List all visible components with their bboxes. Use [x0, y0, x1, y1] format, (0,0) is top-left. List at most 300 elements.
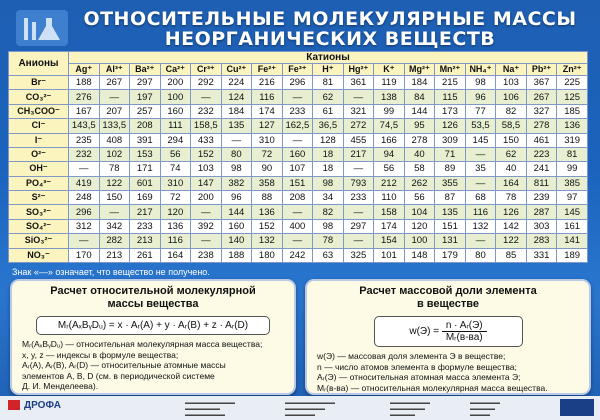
mass-value-cell: 461 [526, 133, 557, 147]
mass-value-cell: 309 [435, 133, 466, 147]
anion-cell: S²⁻ [9, 191, 69, 205]
mass-value-cell: 261 [130, 248, 161, 263]
mass-value-cell: 98 [313, 176, 344, 190]
publisher-brand [8, 400, 61, 411]
mass-value-cell: 361 [343, 76, 374, 90]
mass-value-cell: 99 [374, 104, 405, 118]
anion-cell: SiO₃²⁻ [9, 234, 69, 248]
mass-value-cell: 213 [130, 234, 161, 248]
table-row [9, 76, 588, 90]
mass-value-cell: 287 [526, 205, 557, 219]
mass-value-cell: 132 [252, 234, 283, 248]
mass-value-cell: — [99, 205, 130, 219]
mass-value-cell: 82 [496, 104, 527, 118]
anion-cell: CH₃COO⁻ [9, 104, 69, 118]
cation-header-cell: Fe²⁺ [252, 64, 283, 76]
formula-numerator: n · Aᵣ(Э) [442, 320, 487, 332]
mass-value-cell: 601 [130, 176, 161, 190]
mass-value-cell: 151 [282, 176, 313, 190]
mass-value-cell: 169 [130, 191, 161, 205]
table-row [9, 205, 588, 219]
mass-fraction-description [307, 347, 589, 393]
mass-value-cell: 200 [191, 191, 222, 205]
mass-value-cell: 188 [69, 76, 100, 90]
mass-value-cell: 145 [557, 205, 588, 219]
mass-value-cell: 217 [130, 205, 161, 219]
footer [0, 396, 600, 420]
mass-value-cell: 103 [191, 162, 222, 176]
mass-value-cell: — [465, 176, 496, 190]
mass-value-cell: 310 [160, 176, 191, 190]
anion-cell: SO₃²⁻ [9, 205, 69, 219]
cation-header-cell: Mn²⁺ [435, 64, 466, 76]
formula-fraction [442, 320, 487, 343]
mass-value-cell: 327 [526, 104, 557, 118]
molecular-mass-description [12, 335, 294, 392]
cation-header-cell: Ba²⁺ [130, 64, 161, 76]
mass-value-cell: 296 [69, 205, 100, 219]
mass-value-cell: 207 [99, 104, 130, 118]
mass-value-cell: 185 [557, 104, 588, 118]
mass-fraction-heading [307, 285, 589, 311]
mass-value-cell: 143,5 [69, 119, 100, 133]
table-body [9, 76, 588, 263]
mass-value-cell: 142 [496, 219, 527, 233]
mass-value-cell: 72 [252, 147, 283, 161]
mass-value-cell: — [69, 162, 100, 176]
mass-value-cell: 18 [313, 162, 344, 176]
mass-value-cell: 455 [343, 133, 374, 147]
mass-value-cell: 120 [160, 205, 191, 219]
mass-value-cell: 238 [191, 248, 222, 263]
mass-value-cell: — [343, 205, 374, 219]
mass-value-cell: — [465, 234, 496, 248]
mass-value-cell: 257 [130, 104, 161, 118]
mass-value-cell: 99 [557, 162, 588, 176]
mass-value-cell: 78 [99, 162, 130, 176]
cations-header: Катионы [69, 52, 588, 64]
mass-value-cell: 74,5 [374, 119, 405, 133]
mass-value-cell: 98 [465, 76, 496, 90]
mass-value-cell: 136 [252, 205, 283, 219]
mass-value-cell: 96 [465, 90, 496, 104]
anion-cell: CO₃²⁻ [9, 90, 69, 104]
mass-value-cell: 408 [99, 133, 130, 147]
desc-line: Д. И. Менделеева). [22, 381, 99, 391]
mass-value-cell: 58,5 [496, 119, 527, 133]
anion-cell: PO₄³⁻ [9, 176, 69, 190]
mass-value-cell: 94 [374, 147, 405, 161]
lab-flask-logo-icon [16, 10, 68, 46]
mass-value-cell: 233 [130, 219, 161, 233]
mass-value-cell: 162,5 [282, 119, 313, 133]
mass-value-cell: 90 [252, 162, 283, 176]
table-row [9, 176, 588, 190]
mass-fraction-panel [305, 279, 591, 395]
desc-line: Aᵣ(Э) — относительная атомная масса элемента Э; [317, 372, 521, 382]
mass-value-cell: 144 [221, 205, 252, 219]
mass-value-cell: 62 [313, 90, 344, 104]
mass-value-cell: 89 [435, 162, 466, 176]
anions-header: Анионы [9, 52, 69, 76]
mass-value-cell: 312 [69, 219, 100, 233]
mass-value-cell: 213 [99, 248, 130, 263]
mass-value-cell: 115 [435, 90, 466, 104]
mass-value-cell: — [343, 234, 374, 248]
mass-value-cell: 81 [313, 76, 344, 90]
desc-line: n — число атомов элемента в формуле вещества; [317, 361, 517, 372]
molecular-mass-heading-line-2: массы вещества [107, 298, 199, 310]
mass-value-cell: 140 [221, 234, 252, 248]
mass-value-cell: 811 [526, 176, 557, 190]
mass-value-cell: 160 [221, 219, 252, 233]
mass-value-cell: 122 [496, 234, 527, 248]
cation-header-cell: Ag⁺ [69, 64, 100, 76]
mass-value-cell: 100 [404, 234, 435, 248]
mass-value-cell: 126 [435, 119, 466, 133]
mass-value-cell: — [465, 147, 496, 161]
mass-value-cell: 400 [282, 219, 313, 233]
mass-value-cell: — [99, 90, 130, 104]
mass-value-cell: 174 [252, 104, 283, 118]
mass-value-cell: 152 [252, 219, 283, 233]
mass-value-cell: 239 [526, 191, 557, 205]
mass-value-cell: — [191, 234, 222, 248]
anion-cell: O²⁻ [9, 147, 69, 161]
mass-value-cell: 71 [435, 147, 466, 161]
mass-value-cell: 95 [404, 119, 435, 133]
cation-header-cell: Zn²⁺ [557, 64, 588, 76]
mass-value-cell: 208 [130, 119, 161, 133]
mass-value-cell: 127 [252, 119, 283, 133]
desc-line: Aᵣ(A), Aᵣ(B), Aᵣ(D) — относительные атомные массы [22, 360, 226, 370]
mass-value-cell: 232 [69, 147, 100, 161]
mass-value-cell: 35 [465, 162, 496, 176]
fine-print-block: ▬▬▬▬▬▬▬▬ ▬▬▬▬▬▬▬ ▬▬▬▬▬ [390, 400, 430, 418]
cation-header-row [9, 64, 588, 76]
mass-value-cell: 116 [252, 90, 283, 104]
mass-value-cell: 87 [435, 191, 466, 205]
mass-value-cell: 267 [526, 90, 557, 104]
anion-cell: NO₃⁻ [9, 248, 69, 263]
mass-value-cell: — [282, 205, 313, 219]
mass-value-cell: 224 [221, 76, 252, 90]
desc-line: w(Э) — массовая доля элемента Э в веществе; [317, 351, 506, 361]
anion-cell: I⁻ [9, 133, 69, 147]
desc-line: Mᵣ(AₓBᵧDᵤ) — относительная молекулярная масса вещества; [22, 339, 263, 349]
mass-value-cell: 278 [404, 133, 435, 147]
mass-value-cell: 233 [343, 191, 374, 205]
anion-cell: Br⁻ [9, 76, 69, 90]
mass-value-cell: 331 [526, 248, 557, 263]
mass-value-cell: 215 [435, 76, 466, 90]
mass-value-cell: 56 [404, 191, 435, 205]
mass-value-cell: 101 [374, 248, 405, 263]
mass-value-cell: 154 [374, 234, 405, 248]
mass-value-cell: 179 [435, 248, 466, 263]
mass-fraction-heading-line-2: в веществе [416, 298, 480, 310]
mass-value-cell: 58 [404, 162, 435, 176]
table-row [9, 90, 588, 104]
mass-value-cell: 325 [343, 248, 374, 263]
mass-value-cell: 164 [160, 248, 191, 263]
mass-value-cell: 303 [526, 219, 557, 233]
mass-value-cell: 120 [404, 219, 435, 233]
cation-header-cell: K⁺ [374, 64, 405, 76]
mass-value-cell: 135 [435, 205, 466, 219]
mass-value-cell: 161 [557, 219, 588, 233]
mass-value-cell: 189 [557, 248, 588, 263]
mass-value-cell: 102 [99, 147, 130, 161]
mass-value-cell: 97 [557, 191, 588, 205]
cation-header-cell: Pb²⁺ [526, 64, 557, 76]
formula-left: w(Э) = [409, 326, 440, 338]
cation-header-cell: Ca²⁺ [160, 64, 191, 76]
mass-value-cell: 131 [435, 234, 466, 248]
cation-header-cell: Fe³⁺ [282, 64, 313, 76]
table-row [9, 133, 588, 147]
mass-value-cell: 106 [496, 90, 527, 104]
mass-value-cell: 297 [130, 76, 161, 90]
mass-value-cell: 248 [69, 191, 100, 205]
cation-header-cell: H⁺ [313, 64, 344, 76]
fine-print-block: ▬▬▬▬▬▬▬▬▬▬ ▬▬▬▬▬▬▬ ▬▬▬▬▬▬▬▬ [185, 400, 235, 418]
mass-value-cell: 150 [496, 133, 527, 147]
mass-value-cell: 180 [252, 248, 283, 263]
desc-line: x, y, z — индексы в формуле вещества; [22, 349, 179, 360]
mass-value-cell: 88 [252, 191, 283, 205]
mass-value-cell: 111 [160, 119, 191, 133]
mass-value-cell: 232 [191, 104, 222, 118]
molecular-mass-table [8, 51, 588, 263]
mass-value-cell: 276 [69, 90, 100, 104]
mass-value-cell: 385 [557, 176, 588, 190]
mass-value-cell: 184 [404, 76, 435, 90]
mass-value-cell: — [343, 90, 374, 104]
mass-value-cell: — [282, 90, 313, 104]
mass-value-cell: 272 [343, 119, 374, 133]
mass-value-cell: 144 [404, 104, 435, 118]
mass-value-cell: 391 [130, 133, 161, 147]
formula-denominator: Mᵣ(в-ва) [445, 332, 483, 343]
mass-value-cell: — [69, 234, 100, 248]
mass-value-cell: 132 [465, 219, 496, 233]
table-row [9, 162, 588, 176]
molecular-mass-formula: Mᵣ(AₓBᵧDᵤ) = x · Aᵣ(A) + y · Aᵣ(B) + z · Aᵣ(D) [36, 316, 270, 335]
cation-header-cell: Cr³⁺ [191, 64, 222, 76]
mass-value-cell: 78 [496, 191, 527, 205]
table-row [9, 191, 588, 205]
mass-value-cell: 158,5 [191, 119, 222, 133]
mass-value-cell: 98 [313, 219, 344, 233]
mass-value-cell: 223 [526, 147, 557, 161]
mass-value-cell: — [282, 234, 313, 248]
mass-value-cell: 53,5 [465, 119, 496, 133]
mass-value-cell: 136 [160, 219, 191, 233]
table-row [9, 147, 588, 161]
mass-value-cell: 78 [313, 234, 344, 248]
mass-value-cell: 184 [221, 104, 252, 118]
mass-value-cell: — [343, 162, 374, 176]
mass-value-cell: 171 [130, 162, 161, 176]
mass-value-cell: — [282, 133, 313, 147]
mass-value-cell: 160 [282, 147, 313, 161]
mass-value-cell: 147 [191, 176, 222, 190]
mass-fraction-formula [374, 316, 523, 347]
mass-value-cell: 62 [496, 147, 527, 161]
mass-value-cell: 128 [313, 133, 344, 147]
mass-value-cell: 151 [435, 219, 466, 233]
molecular-mass-heading [12, 285, 294, 311]
cation-header-cell: Mg²⁺ [404, 64, 435, 76]
mass-value-cell: 355 [435, 176, 466, 190]
mass-value-cell: 212 [374, 176, 405, 190]
mass-value-cell: 166 [374, 133, 405, 147]
mass-value-cell: 216 [252, 76, 283, 90]
mass-value-cell: 419 [69, 176, 100, 190]
mass-value-cell: 77 [465, 104, 496, 118]
mass-value-cell: — [191, 90, 222, 104]
molecular-mass-panel [10, 279, 296, 395]
table-row [9, 248, 588, 263]
desc-line: элементов A, B, D (см. в периодической системе [22, 370, 215, 381]
mass-value-cell: 18 [313, 147, 344, 161]
mass-value-cell: 358 [252, 176, 283, 190]
anion-cell: Cl⁻ [9, 119, 69, 133]
mass-value-cell: 107 [282, 162, 313, 176]
publisher-name: ДРОФА [24, 400, 61, 411]
molecular-mass-heading-line-1: Расчет относительной молекулярной [50, 285, 256, 297]
mass-value-cell: 164 [496, 176, 527, 190]
mass-value-cell: 367 [526, 76, 557, 90]
cation-header-cell: Hg²⁺ [343, 64, 374, 76]
mass-value-cell: 40 [496, 162, 527, 176]
mass-value-cell: 310 [252, 133, 283, 147]
mass-value-cell: 160 [160, 104, 191, 118]
mass-value-cell: 152 [191, 147, 222, 161]
mass-fraction-heading-line-1: Расчет массовой доли элемента [359, 285, 537, 297]
mass-value-cell: 321 [343, 104, 374, 118]
mass-value-cell: 40 [404, 147, 435, 161]
title-line-2: НЕОРГАНИЧЕСКИХ ВЕЩЕСТВ [164, 28, 496, 50]
mass-value-cell: 145 [465, 133, 496, 147]
cation-header-cell: Na⁺ [496, 64, 527, 76]
mass-value-cell: 148 [404, 248, 435, 263]
mass-value-cell: 282 [99, 234, 130, 248]
mass-value-cell: 319 [557, 133, 588, 147]
mass-value-cell: 153 [130, 147, 161, 161]
table-row [9, 119, 588, 133]
mass-value-cell: 382 [221, 176, 252, 190]
mass-value-cell: 74 [160, 162, 191, 176]
mass-value-cell: 119 [374, 76, 405, 90]
mass-value-cell: 141 [557, 234, 588, 248]
mass-value-cell: 294 [160, 133, 191, 147]
mass-value-cell: 138 [374, 90, 405, 104]
mass-table-container [8, 51, 588, 263]
anion-cell: SO₄²⁻ [9, 219, 69, 233]
mass-value-cell: 122 [99, 176, 130, 190]
mass-value-cell: 84 [404, 90, 435, 104]
mass-value-cell: 158 [374, 205, 405, 219]
mass-value-cell: 85 [496, 248, 527, 263]
mass-value-cell: 61 [313, 104, 344, 118]
mass-value-cell: 56 [374, 162, 405, 176]
mass-value-cell: 200 [160, 76, 191, 90]
mass-value-cell: 72 [160, 191, 191, 205]
mass-value-cell: 342 [99, 219, 130, 233]
mass-value-cell: 135 [221, 119, 252, 133]
title-line-1: ОТНОСИТЕЛЬНЫЕ МОЛЕКУЛЯРНЫЕ МАССЫ [83, 8, 577, 30]
fine-print-block: ▬▬▬▬▬▬▬▬▬▬ ▬▬▬▬▬▬▬▬ ▬▬▬▬▬▬ [285, 400, 335, 418]
mass-value-cell: 98 [221, 162, 252, 176]
mass-value-cell: 56 [160, 147, 191, 161]
mass-value-cell: — [221, 133, 252, 147]
cation-header-cell: Al³⁺ [99, 64, 130, 76]
mass-value-cell: 80 [465, 248, 496, 263]
mass-value-cell: 392 [191, 219, 222, 233]
mass-value-cell: 81 [557, 147, 588, 161]
mass-value-cell: 167 [69, 104, 100, 118]
mass-value-cell: 124 [221, 90, 252, 104]
mass-value-cell: 36,5 [313, 119, 344, 133]
mass-value-cell: 242 [282, 248, 313, 263]
mass-value-cell: 296 [282, 76, 313, 90]
table-row [9, 219, 588, 233]
mass-value-cell: 103 [496, 76, 527, 90]
mass-value-cell: 235 [69, 133, 100, 147]
mass-value-cell: 100 [160, 90, 191, 104]
mass-value-cell: 188 [221, 248, 252, 263]
mass-value-cell: 125 [557, 90, 588, 104]
mass-value-cell: 150 [99, 191, 130, 205]
mass-value-cell: 793 [343, 176, 374, 190]
mass-value-cell: 283 [526, 234, 557, 248]
mass-value-cell: 197 [130, 90, 161, 104]
mass-value-cell: 208 [282, 191, 313, 205]
table-row [9, 104, 588, 118]
mass-value-cell: 292 [191, 76, 222, 90]
series-logo-icon [560, 399, 594, 416]
mass-value-cell: 126 [496, 205, 527, 219]
mass-value-cell: 174 [374, 219, 405, 233]
publisher-logo-icon [8, 400, 20, 410]
mass-value-cell: 82 [313, 205, 344, 219]
cation-header-cell: Cu²⁺ [221, 64, 252, 76]
dash-note: Знак «—» означает, что вещество не получено. [12, 267, 210, 277]
page-title [80, 9, 580, 49]
desc-line: Mᵣ(в-ва) — относительная молекулярная масса вещества. [317, 382, 548, 393]
mass-value-cell: 136 [557, 119, 588, 133]
mass-value-cell: 262 [404, 176, 435, 190]
mass-value-cell: 433 [191, 133, 222, 147]
table-row [9, 234, 588, 248]
mass-value-cell: 34 [313, 191, 344, 205]
mass-value-cell: 225 [557, 76, 588, 90]
fine-print-block: ▬▬▬▬▬▬ ▬▬▬▬▬ ▬▬▬▬ [470, 400, 500, 418]
mass-value-cell: 233 [282, 104, 313, 118]
mass-value-cell: 63 [313, 248, 344, 263]
mass-value-cell: 173 [435, 104, 466, 118]
mass-value-cell: 116 [160, 234, 191, 248]
mass-value-cell: 116 [465, 205, 496, 219]
mass-value-cell: — [191, 205, 222, 219]
mass-value-cell: 297 [343, 219, 374, 233]
cation-header-cell: NH₄⁺ [465, 64, 496, 76]
mass-value-cell: 133,5 [99, 119, 130, 133]
mass-value-cell: 217 [343, 147, 374, 161]
mass-value-cell: 110 [374, 191, 405, 205]
